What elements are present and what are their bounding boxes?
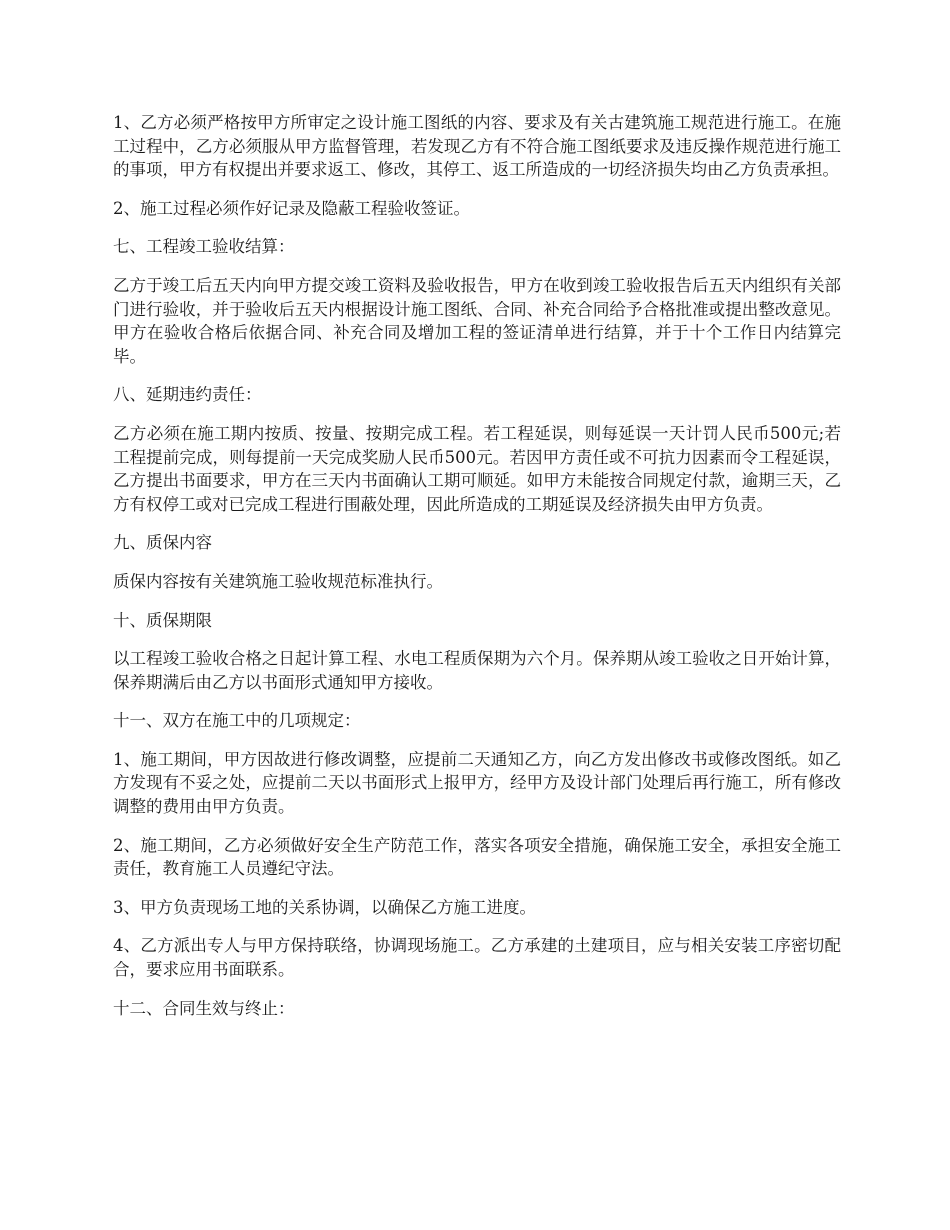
section-heading-8: 八、延期违约责任： (113, 385, 262, 405)
warranty-content-paragraph: 质保内容按有关建筑施工验收规范标准执行。 (113, 571, 443, 591)
section-heading-10: 十、质保期限 (113, 610, 212, 630)
acceptance-settlement-paragraph: 乙方于竣工后五天内向甲方提交竣工资料及验收报告，甲方在收到竣工验收报告后五天内组织有关部门进行验收，并于验收后五天内根据设计施工图纸、合同、补充合同给予合格批准或提出整改意见。甲方在验收合格后依据合同、补充合同及增加工程的签证清单进行结算，并于十个工作日内结算完毕。 (113, 275, 841, 366)
rule-paragraph-4: 4、乙方派出专人与甲方保持联络，协调现场施工。乙方承建的土建项目，应与相关安装工序密切配合，要求应用书面联系。 (113, 936, 841, 980)
delay-liability-paragraph: 乙方必须在施工期内按质、按量、按期完成工程。若工程延误，则每延误一天计罚人民币500元;若工程提前完成，则每提前一天完成奖励人民币500元。若因甲方责任或不可抗力因素而令工程延误，乙方提出书面要求，甲方在三天内书面确认工期可顺延。如甲方未能按合同规定付款，逾期三天，乙方有权停工或对已完成工程进行围蔽处理，因此所造成的工期延误及经济损失由甲方负责。 (113, 423, 841, 514)
clause-paragraph-2: 2、施工过程必须作好记录及隐蔽工程验收签证。 (113, 198, 470, 218)
section-heading-9: 九、质保内容 (113, 533, 212, 553)
clause-paragraph-1: 1、乙方必须严格按甲方所审定之设计施工图纸的内容、要求及有关古建筑施工规范进行施工。在施工过程中，乙方必须服从甲方监督管理，若发现乙方有不符合施工图纸要求及违反操作规范进行施工的事项，甲方有权提出并要求返工、修改，其停工、返工所造成的一切经济损失均由乙方负责承担。 (113, 113, 841, 180)
warranty-period-paragraph: 以工程竣工验收合格之日起计算工程、水电工程质保期为六个月。保养期从竣工验收之日开始计算，保养期满后由乙方以书面形式通知甲方接收。 (113, 649, 841, 692)
document-body (113, 111, 841, 1035)
rule-paragraph-1: 1、施工期间，甲方因故进行修改调整，应提前二天通知乙方，向乙方发出修改书或修改图纸。如乙方发现有不妥之处，应提前二天以书面形式上报甲方，经甲方及设计部门处理后再行施工，所有修改调整的费用由甲方负责。 (113, 749, 841, 817)
rule-paragraph-2: 2、施工期间，乙方必须做好安全生产防范工作，落实各项安全措施，确保施工安全，承担安全施工责任，教育施工人员遵纪守法。 (113, 835, 841, 879)
section-heading-7: 七、工程竣工验收结算： (113, 237, 295, 257)
section-heading-11: 十一、双方在施工中的几项规定： (113, 711, 361, 731)
section-heading-12: 十二、合同生效与终止： (113, 998, 295, 1018)
rule-paragraph-3: 3、甲方负责现场工地的关系协调，以确保乙方施工进度。 (113, 897, 536, 917)
